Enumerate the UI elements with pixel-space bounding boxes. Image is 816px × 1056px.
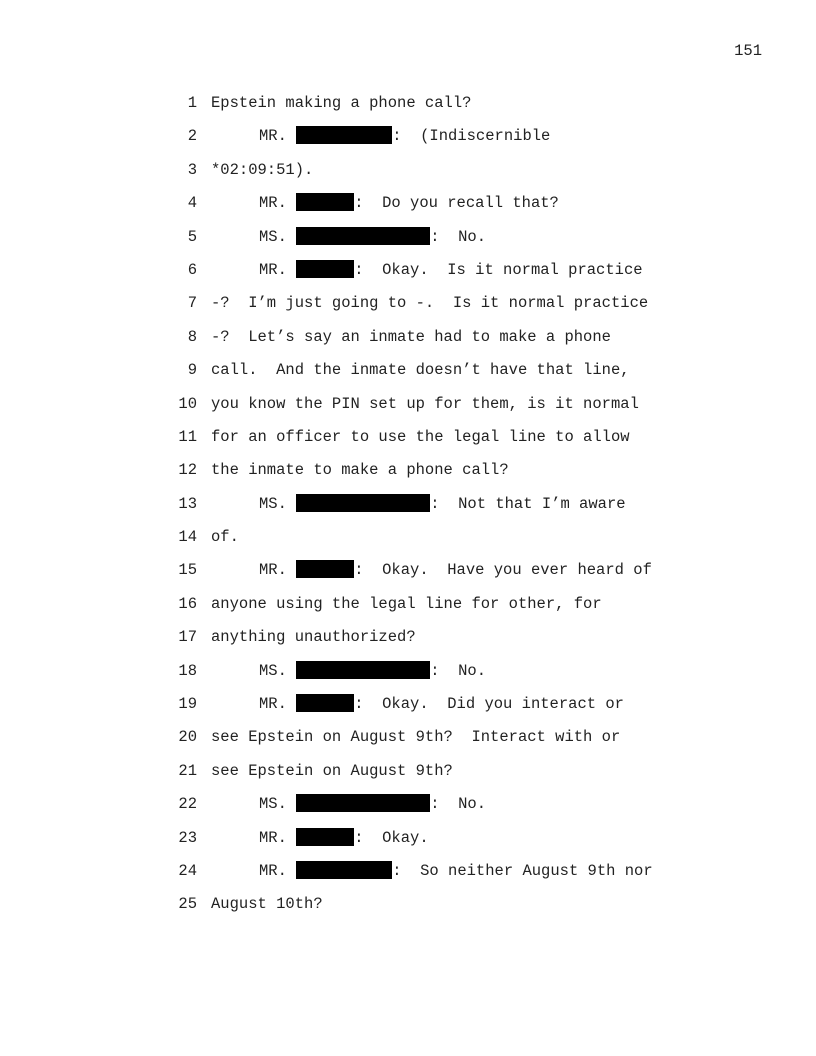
line-number: 1 xyxy=(187,94,197,112)
transcript-line xyxy=(0,894,816,927)
speech-text: see Epstein on August 9th? Interact with or xyxy=(211,728,621,747)
speech-text: *02:09:51). xyxy=(211,160,314,179)
line-text xyxy=(211,761,453,781)
line-text xyxy=(259,861,653,881)
line-number: 11 xyxy=(178,427,197,446)
line-text xyxy=(211,160,313,180)
line-text xyxy=(211,327,611,347)
line-number: 22 xyxy=(178,795,197,814)
transcript-line xyxy=(0,227,816,260)
speech-text: : No. xyxy=(430,227,487,246)
speech-text: see Epstein on August 9th? xyxy=(211,761,453,780)
line-text xyxy=(211,460,509,480)
line-number: 7 xyxy=(187,294,197,313)
transcript-line xyxy=(0,126,816,159)
line-text xyxy=(259,794,486,814)
line-text xyxy=(211,594,602,614)
line-number: 2 xyxy=(187,127,197,146)
line-number: 20 xyxy=(178,728,197,747)
transcript-line xyxy=(0,427,816,460)
speech-text: for an officer to use the legal line to allow xyxy=(211,427,630,446)
speaker-label: MR. xyxy=(259,127,287,146)
transcript-line xyxy=(0,694,816,727)
transcript-line xyxy=(0,327,816,360)
transcript-line xyxy=(0,460,816,493)
speech-text: : Not that I’m aware xyxy=(430,494,626,513)
transcript-line xyxy=(0,661,816,694)
speech-text: August 10th? xyxy=(211,895,323,914)
line-text xyxy=(259,828,429,848)
line-number: 5 xyxy=(187,227,197,246)
speaker-label: MR. xyxy=(259,194,287,213)
speaker-label: MR. xyxy=(259,695,287,714)
line-text xyxy=(211,427,630,447)
line-text xyxy=(211,627,416,647)
line-number: 8 xyxy=(187,327,197,346)
line-number: 16 xyxy=(178,594,197,613)
line-text xyxy=(259,661,486,681)
transcript-line xyxy=(0,794,816,827)
transcript-line xyxy=(0,360,816,393)
transcript-line xyxy=(0,828,816,861)
transcript-line xyxy=(0,527,816,560)
transcript-line xyxy=(0,394,816,427)
page-number: 151 xyxy=(734,42,762,60)
speaker-label: MR. xyxy=(259,828,287,847)
transcript-body xyxy=(0,93,816,928)
speech-text: you know the PIN set up for them, is it normal xyxy=(211,394,639,413)
line-number: 4 xyxy=(187,194,197,213)
transcript-line xyxy=(0,293,816,326)
line-text xyxy=(211,394,639,414)
line-number: 6 xyxy=(187,260,197,279)
speech-text: : (Indiscernible xyxy=(392,127,551,146)
line-text xyxy=(259,494,626,514)
transcript-line xyxy=(0,627,816,660)
line-text xyxy=(259,193,559,213)
speech-text: : No. xyxy=(430,795,487,814)
line-number: 25 xyxy=(178,895,197,914)
redaction-bar xyxy=(296,861,392,879)
transcript-line xyxy=(0,560,816,593)
line-number: 17 xyxy=(178,628,197,647)
speech-text: : Okay. Have you ever heard of xyxy=(354,561,652,580)
line-number: 15 xyxy=(178,561,197,580)
line-number: 23 xyxy=(178,828,197,847)
speech-text: -? I’m just going to -. Is it normal practice xyxy=(211,294,649,313)
speech-text: : Okay. Did you interact or xyxy=(354,695,624,714)
line-number: 3 xyxy=(187,160,197,179)
speech-text: of. xyxy=(211,528,239,547)
line-number: 12 xyxy=(178,461,197,480)
line-number: 24 xyxy=(178,861,197,880)
speaker-label: MS. xyxy=(259,661,287,680)
redaction-bar xyxy=(296,828,354,846)
line-text xyxy=(259,694,624,714)
speech-text: the inmate to make a phone call? xyxy=(211,461,509,480)
speech-text: : No. xyxy=(430,661,487,680)
transcript-line xyxy=(0,93,816,126)
line-text xyxy=(211,293,648,313)
speaker-label: MS. xyxy=(259,227,287,246)
speaker-label: MR. xyxy=(259,861,287,880)
line-number: 13 xyxy=(178,494,197,513)
redaction-bar xyxy=(296,794,430,812)
line-number: 10 xyxy=(178,394,197,413)
transcript-line xyxy=(0,193,816,226)
speaker-label: MR. xyxy=(259,561,287,580)
speech-text: Epstein making a phone call? xyxy=(211,94,472,112)
line-text xyxy=(211,727,620,747)
redaction-bar xyxy=(296,260,354,278)
line-number: 14 xyxy=(178,528,197,547)
transcript-line xyxy=(0,594,816,627)
transcript-line xyxy=(0,761,816,794)
speech-text: : Okay. xyxy=(354,828,429,847)
redaction-bar xyxy=(296,694,354,712)
transcript-line xyxy=(0,260,816,293)
redaction-bar xyxy=(296,560,354,578)
speech-text: anyone using the legal line for other, for xyxy=(211,594,602,613)
redaction-bar xyxy=(296,227,430,245)
line-text xyxy=(259,560,652,580)
redaction-bar xyxy=(296,126,392,144)
redaction-bar xyxy=(296,193,354,211)
speaker-label: MS. xyxy=(259,494,287,513)
transcript-line xyxy=(0,160,816,193)
redaction-bar xyxy=(296,494,430,512)
transcript-line xyxy=(0,727,816,760)
speech-text: -? Let’s say an inmate had to make a phone xyxy=(211,327,611,346)
line-text xyxy=(211,894,323,914)
line-number: 18 xyxy=(178,661,197,680)
line-number: 9 xyxy=(187,361,197,380)
speech-text: : Okay. Is it normal practice xyxy=(354,260,643,279)
transcript-line xyxy=(0,861,816,894)
speech-text: : Do you recall that? xyxy=(354,194,559,213)
speech-text: : So neither August 9th nor xyxy=(392,861,653,880)
line-number: 21 xyxy=(178,761,197,780)
line-text xyxy=(211,527,239,547)
line-text xyxy=(259,126,550,146)
speech-text: anything unauthorized? xyxy=(211,628,416,647)
line-text xyxy=(259,260,643,280)
speaker-label: MS. xyxy=(259,795,287,814)
redaction-bar xyxy=(296,661,430,679)
line-text xyxy=(211,360,630,380)
speaker-label: MR. xyxy=(259,260,287,279)
line-text xyxy=(259,227,486,247)
line-text xyxy=(211,93,471,113)
transcript-line xyxy=(0,494,816,527)
line-number: 19 xyxy=(178,695,197,714)
speech-text: call. And the inmate doesn’t have that line, xyxy=(211,361,630,380)
